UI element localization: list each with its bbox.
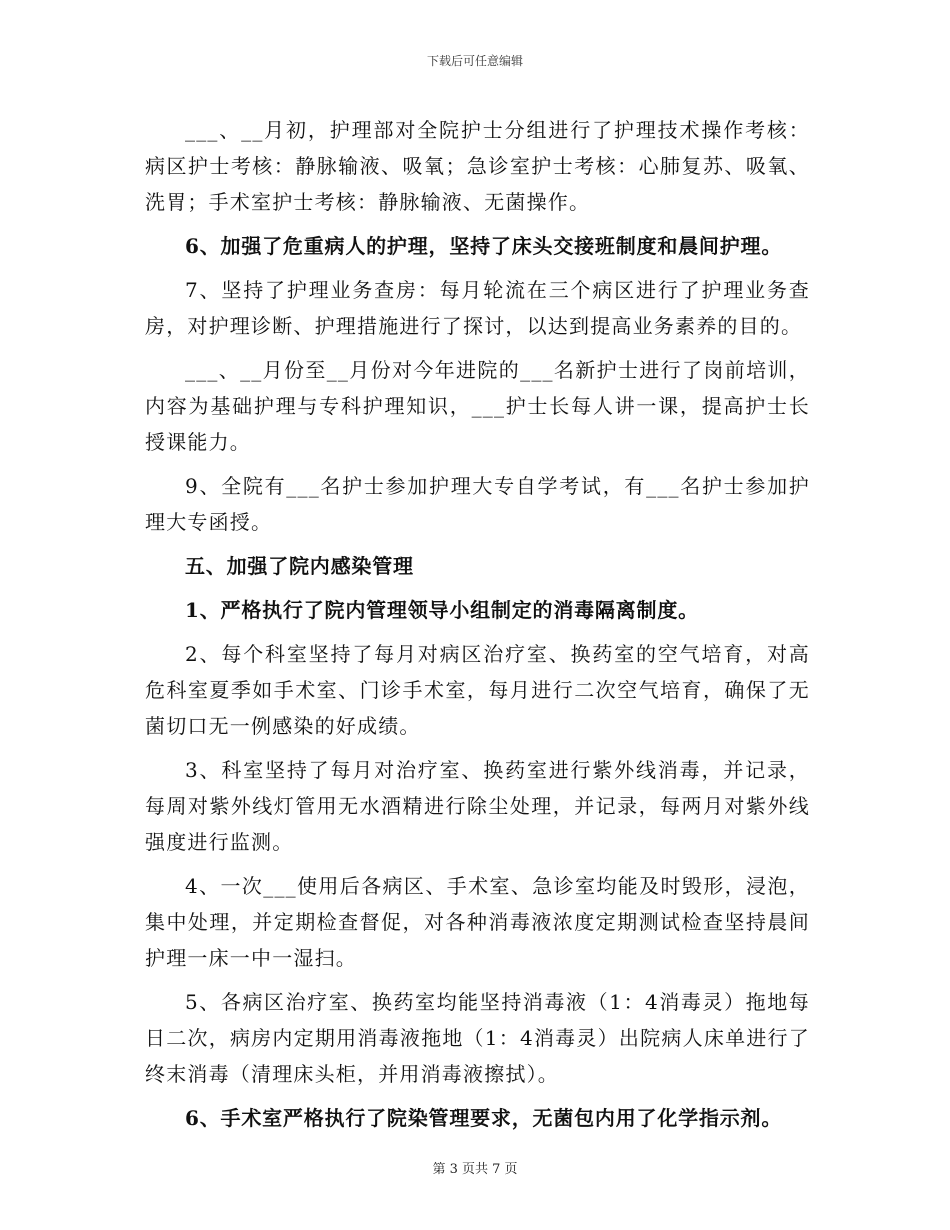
paragraph-ward-rounds: 7、坚持了护理业务查房：每月轮流在三个病区进行了护理业务查房，对护理诊断、护理措施进行了探讨，以达到提高业务素养的目的。 xyxy=(145,278,810,338)
paragraph-critical-care: 6、加强了危重病人的护理，坚持了床头交接班制度和晨间护理。 xyxy=(185,234,783,258)
paragraph-air-culture: 2、每个科室坚持了每月对病区治疗室、换药室的空气培育，对高危科室夏季如手术室、门诊手术室，每月进行二次空气培育，确保了无菌切口无一例感染的好成绩。 xyxy=(145,642,810,738)
section-heading-infection-control: 五、加强了院内感染管理 xyxy=(185,554,414,578)
paragraph-new-nurse-training: ___、__月份至__月份对今年进院的___名新护士进行了岗前培训，内容为基础护理与专科护理知识，___护士长每人讲一课，提高护士长授课能力。 xyxy=(145,358,810,454)
paragraph-disposable-items: 4、一次___使用后各病区、手术室、急诊室均能及时毁形，浸泡，集中处理，并定期检查督促，对各种消毒液浓度定期测试检查坚持晨间护理一床一中一湿扫。 xyxy=(145,874,810,970)
paragraph-uv-disinfection: 3、科室坚持了每月对治疗室、换药室进行紫外线消毒，并记录，每周对紫外线灯管用无水酒精进行除尘处理，并记录，每两月对紫外线强度进行监测。 xyxy=(145,758,810,854)
paragraph-floor-mopping: 5、各病区治疗室、换药室均能坚持消毒液（1：4消毒灵）拖地每日二次，病房内定期用消毒液拖地（1：4消毒灵）出院病人床单进行了终末消毒（清理床头柜，并用消毒液擦拭）。 xyxy=(145,990,810,1086)
document-body xyxy=(145,112,810,1136)
paragraph-disinfection-policy: 1、严格执行了院内管理领导小组制定的消毒隔离制度。 xyxy=(185,598,699,622)
page-header: 下载后可任意编辑 xyxy=(426,54,523,68)
paragraph-self-study-exam: 9、全院有___名护士参加护理大专自学考试，有___名护士参加护理大专函授。 xyxy=(145,474,810,534)
paragraph-skill-assessment: ___、__月初，护理部对全院护士分组进行了护理技术操作考核：病区护士考核：静脉输液、吸氧；急诊室护士考核：心肺复苏、吸氧、洗胃；手术室护士考核：静脉输液、无菌操作。 xyxy=(145,118,810,214)
page-number: 第 3 页共 7 页 xyxy=(432,1162,518,1177)
paragraph-operating-room: 6、手术室严格执行了院染管理要求，无菌包内用了化学指示剂。 xyxy=(185,1106,783,1130)
